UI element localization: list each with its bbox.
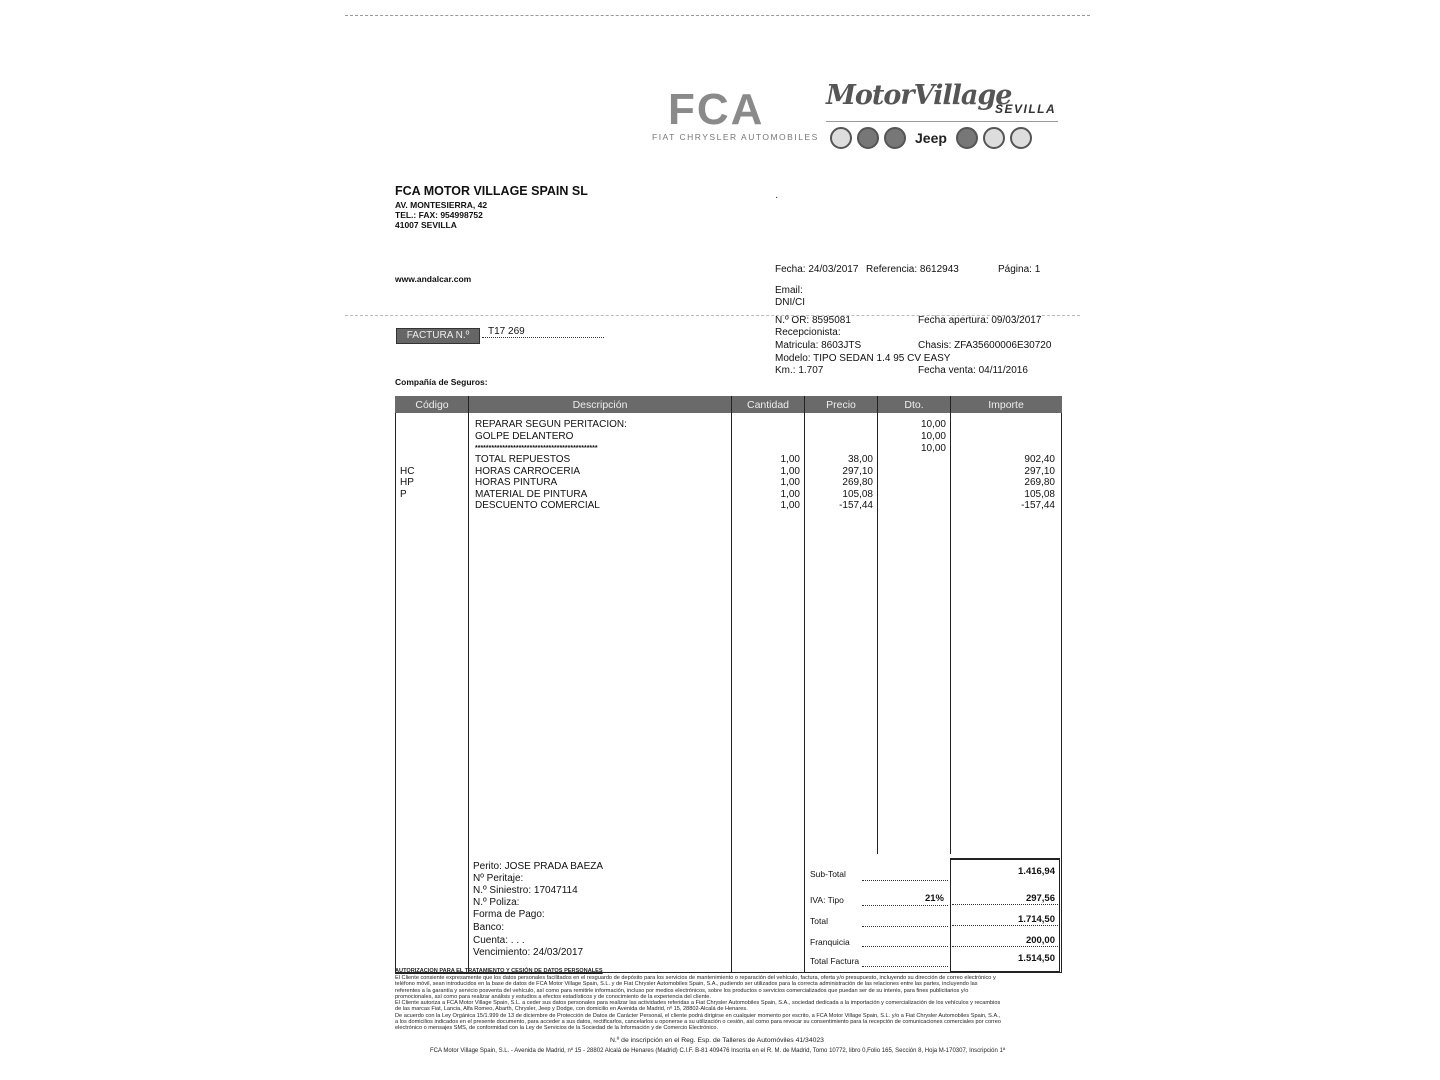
- legal-line: de las marcas Fiat, Lancia, Alfa Romeo, Abarth, Chrysler, Jeep y Dodge, con domicilio en Avenida de Madrid, nº 15, 28802-Alcalá de Henares.: [395, 1006, 748, 1013]
- abarth-badge-icon: [983, 127, 1005, 149]
- cell-precio: 105,08: [842, 489, 873, 500]
- company-city: 41007 SEVILLA: [395, 220, 457, 230]
- header-codigo: Código: [415, 399, 449, 411]
- sale-date: Fecha venta: 04/11/2016: [918, 365, 1028, 376]
- cell-descripcion: MATERIAL DE PINTURA: [475, 489, 588, 500]
- legal-line: teléfono móvil, sean introducidos en la base de datos de FCA Motor Village Spain, S.L. y de Fiat Chrysler Automobiles Spain, S.A., pudiendo ser utilizados para la correcta administración de las relaciones entre las partes, incluyendo las: [395, 981, 978, 988]
- cell-dto: 10,00: [920, 443, 946, 454]
- invoice-number: T17 269: [482, 326, 604, 338]
- cell-importe: 269,80: [1024, 477, 1055, 488]
- iva-rate: 21%: [924, 893, 944, 904]
- cell-importe: 902,40: [1024, 454, 1055, 465]
- total-value: 1.714,50: [1018, 914, 1055, 925]
- insurance-company-label: Compañía de Seguros:: [395, 377, 488, 387]
- mileage: Km.: 1.707: [775, 365, 824, 376]
- stray-dot: ·: [775, 192, 779, 203]
- invoice-reference: Referencia: 8612943: [866, 264, 959, 275]
- license-plate: Matricula: 8603JTS: [775, 340, 862, 351]
- subtotal-label: Sub-Total: [810, 869, 846, 879]
- mopar-badge-icon: [1010, 127, 1032, 149]
- column-divider: [468, 396, 469, 973]
- invoice-date: Fecha: 24/03/2017: [775, 264, 859, 275]
- leader-dots: [862, 946, 948, 947]
- subtotal-value: 1.416,94: [1018, 866, 1055, 877]
- order-number: N.º OR: 8595081: [775, 315, 851, 326]
- registry-number: N.º de inscripción en el Reg. Esp. de Talleres de Automóviles 41/34023: [610, 1037, 824, 1044]
- vencimiento: Vencimiento: 24/03/2017: [473, 947, 584, 958]
- header-cantidad: Cantidad: [746, 399, 790, 411]
- legal-text: [395, 975, 1065, 1032]
- forma-pago: Forma de Pago:: [473, 909, 545, 920]
- column-divider: [950, 396, 951, 854]
- total-label: Total: [810, 916, 828, 926]
- page-number: Página: 1: [998, 264, 1041, 275]
- leader-dots: [862, 966, 948, 967]
- cell-cantidad: 1,00: [780, 454, 800, 465]
- jeep-logo: Jeep: [915, 130, 947, 146]
- legal-line: El Cliente autoriza a FCA Motor Village Spain, S.L. a ceder sus datos personales para realizar las actividades referidas a Fiat Chrysler Automobiles Spain, S.A., sociedad dedicada a la importación y comercialización de los vehículos y recambios: [395, 1000, 1001, 1007]
- iva-label: IVA: Tipo: [810, 895, 844, 905]
- cell-codigo: HP: [400, 477, 414, 488]
- fca-logo: FCA: [668, 85, 765, 134]
- franquicia-label: Franquicia: [810, 937, 850, 947]
- cell-descripcion: HORAS CARROCERIA: [475, 466, 581, 477]
- column-divider: [731, 396, 732, 973]
- company-address: AV. MONTESIERRA, 42: [395, 200, 488, 210]
- leader-dots: [862, 905, 948, 906]
- column-divider: [877, 396, 878, 854]
- cell-cantidad: 1,00: [780, 489, 800, 500]
- cell-precio: 269,80: [842, 477, 873, 488]
- leader-dots: [862, 880, 948, 881]
- header-importe: Importe: [988, 399, 1024, 411]
- cell-descripcion: DESCUENTO COMERCIAL: [475, 500, 600, 511]
- cell-precio: 297,10: [842, 466, 873, 477]
- cell-codigo: HC: [400, 466, 415, 477]
- header-precio: Precio: [826, 399, 856, 411]
- company-phone: TEL.: FAX: 954998752: [395, 210, 483, 220]
- chassis: Chasis: ZFA35600006E30720: [918, 340, 1052, 351]
- total-factura-label: Total Factura: [810, 956, 860, 966]
- cell-precio: 38,00: [847, 454, 873, 465]
- legal-line: a los domicilios indicados en el presente documento, para acceder a sus datos, rectificarlos, cancelarlos u oponerse a su utilización o cesión, así como para revocar su consentimiento para la recepción de comunicaciones comerciales por correo: [395, 1019, 1001, 1026]
- cell-precio: -157,44: [839, 500, 873, 511]
- total-factura-value: 1.514,50: [1018, 953, 1055, 964]
- peritaje: Nº Peritaje:: [473, 873, 524, 884]
- legal-line: electrónico o mensajes SMS, de conformidad con la Ley de Servicios de la Sociedad de la Información y de Comercio Electrónico.: [395, 1025, 719, 1032]
- poliza: N.º Poliza:: [473, 897, 520, 908]
- invoice-number-label: FACTURA N.º: [396, 328, 480, 344]
- cell-cantidad: 1,00: [780, 500, 800, 511]
- legal-line: El Cliente consiente expresamente que los datos personales facilitados en el resguardo de depósito para los servicios de mantenimiento o reparación del vehículo, factura, oferta y/o presupuesto, incluyendo su dirección de correo electrónico y: [395, 975, 996, 981]
- fiat-professional-badge-icon: [884, 127, 906, 149]
- top-divider: [345, 15, 1090, 16]
- legal-title: AUTORIZACION PARA EL TRATAMIENTO Y CESIÓN DE DATOS PERSONALES: [395, 968, 603, 974]
- lancia-badge-icon: [956, 127, 978, 149]
- fca-subtitle: FIAT CHRYSLER AUTOMOBILES: [652, 132, 819, 142]
- perito: Perito: JOSE PRADA BAEZA: [473, 861, 604, 872]
- legal-line: referentes a la garantía y servicio posventa del vehículo, así como para remitirle información, incluso por medios electrónicos, sobre los productos o servicios comercializados que puedan ser de su interés, para fines publicitarios y/o: [395, 987, 969, 994]
- logo-rule: [826, 121, 1058, 122]
- cell-descripcion: HORAS PINTURA: [475, 477, 558, 488]
- cell-importe: 105,08: [1024, 489, 1055, 500]
- model: Modelo: TIPO SEDAN 1.4 95 CV EASY: [775, 353, 951, 364]
- cell-importe: -157,44: [1021, 500, 1055, 511]
- company-name: FCA MOTOR VILLAGE SPAIN SL: [395, 184, 588, 198]
- company-website: www.andalcar.com: [395, 274, 472, 284]
- cell-cantidad: 1,00: [780, 477, 800, 488]
- leader-dots: [952, 904, 1058, 905]
- email-label: Email:: [775, 285, 803, 296]
- cell-codigo: P: [400, 489, 407, 500]
- motor-village-logo: MotorVillage: [826, 80, 1012, 111]
- cell-descripcion: TOTAL REPUESTOS: [475, 454, 571, 465]
- brand-badges: [830, 127, 1032, 149]
- leader-dots: [952, 946, 1058, 947]
- cell-cantidad: 1,00: [780, 466, 800, 477]
- cell-descripcion: GOLPE DELANTERO: [475, 431, 574, 442]
- dni-label: DNI/CI: [775, 297, 805, 308]
- header-dto: Dto.: [904, 399, 924, 411]
- cell-dto: 10,00: [920, 431, 946, 442]
- column-divider: [804, 396, 805, 973]
- alfa-romeo-badge-icon: [830, 127, 852, 149]
- leader-dots: [952, 925, 1058, 926]
- cuenta: Cuenta: . . .: [473, 935, 525, 946]
- franquicia-value: 200,00: [1025, 935, 1055, 946]
- sevilla-logo-text: SEVILLA: [995, 102, 1057, 116]
- cell-dto: 10,00: [920, 419, 946, 430]
- iva-value: 297,56: [1025, 893, 1055, 904]
- banco: Banco:: [473, 922, 505, 933]
- cell-descripcion: REPARAR SEGUN PERITACION:: [475, 419, 627, 430]
- cell-importe: 297,10: [1024, 466, 1055, 477]
- cell-descripcion: *********************************************: [475, 445, 598, 452]
- fiat-badge-icon: [857, 127, 879, 149]
- legal-line: promocionales, así como para realizar análisis y estudios a efectos estadísticos y de conocimiento de la experiencia del cliente.: [395, 993, 711, 1000]
- company-footer: FCA Motor Village Spain, S.L. - Avenida de Madrid, nº 15 - 28802 Alcalá de Henares (Madrid) C.I.F. B-81 409476 Inscrita en el R. M. de Madrid, Tomo 10772, libro 0,Folio 165, Sección 8, Hoja M-170307, Inscripción 1ª: [430, 1048, 1006, 1054]
- legal-line: De acuerdo con la Ley Orgánica 15/1.999 de 13 de diciembre de Protección de Datos de Carácter Personal, el cliente podrá dirigirse en cualquier momento por escrito, a FCA Motor Village Spain, S.L. y/o a Fiat Chrysler Automobiles Spain, S.A.,: [395, 1012, 1001, 1019]
- leader-dots: [862, 926, 948, 927]
- opening-date: Fecha apertura: 09/03/2017: [918, 315, 1042, 326]
- siniestro: N.º Siniestro: 17047114: [473, 885, 578, 896]
- receptionist: Recepcionista:: [775, 327, 841, 338]
- header-descripcion: Descripción: [572, 399, 628, 411]
